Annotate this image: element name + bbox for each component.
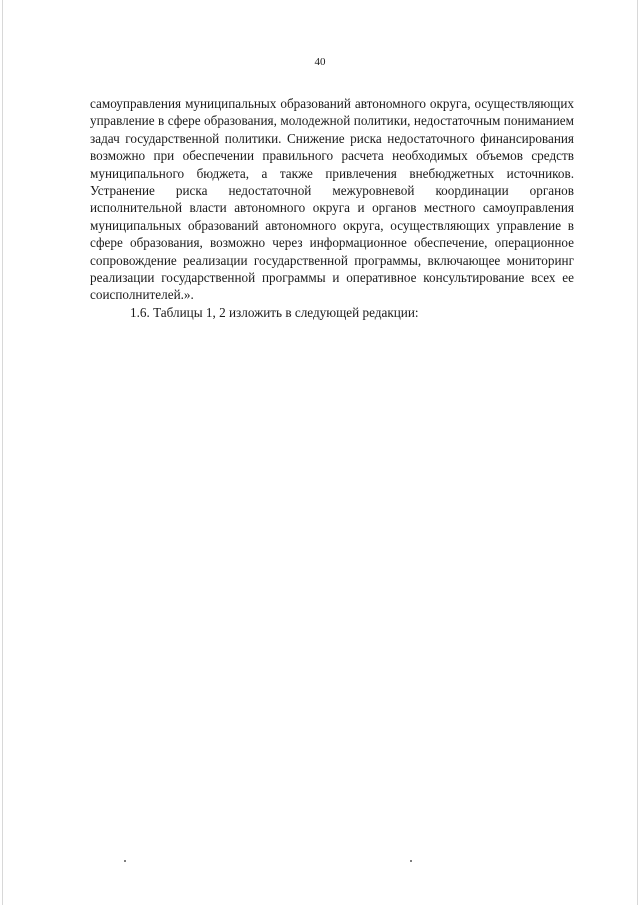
page-left-edge [2, 0, 3, 905]
scan-speck [124, 860, 126, 862]
scan-speck [410, 860, 412, 862]
page-number: 40 [314, 56, 326, 68]
page-right-edge [637, 0, 638, 905]
paragraph-item-1-6: 1.6. Таблицы 1, 2 изложить в следующей редакции: [130, 304, 419, 320]
document-body [90, 95, 574, 321]
paragraph-continuation: самоуправления муниципальных образований автономного округа, осуществляющих управление в сфере образования, молодежной политики, недостаточным пониманием задач государственной политики. Снижение риска недостаточного финансирования возможно при обеспечении правильного расчета необходимых объемов средств муниципального бюджета, а также привлечения внебюджетных источников. Устранение риска недостаточной межуровневой координации органов исполнительной власти автономного округа и органов местного самоуправления муниципальных образований автономного округа, осуществляющих управление в сфере образования, возможно через информационное обеспечение, операционное сопровождение реализации государственной программы, включающее мониторинг реализации государственной программы и оперативное консультирование всех ее соисполнителей.». [90, 96, 574, 303]
